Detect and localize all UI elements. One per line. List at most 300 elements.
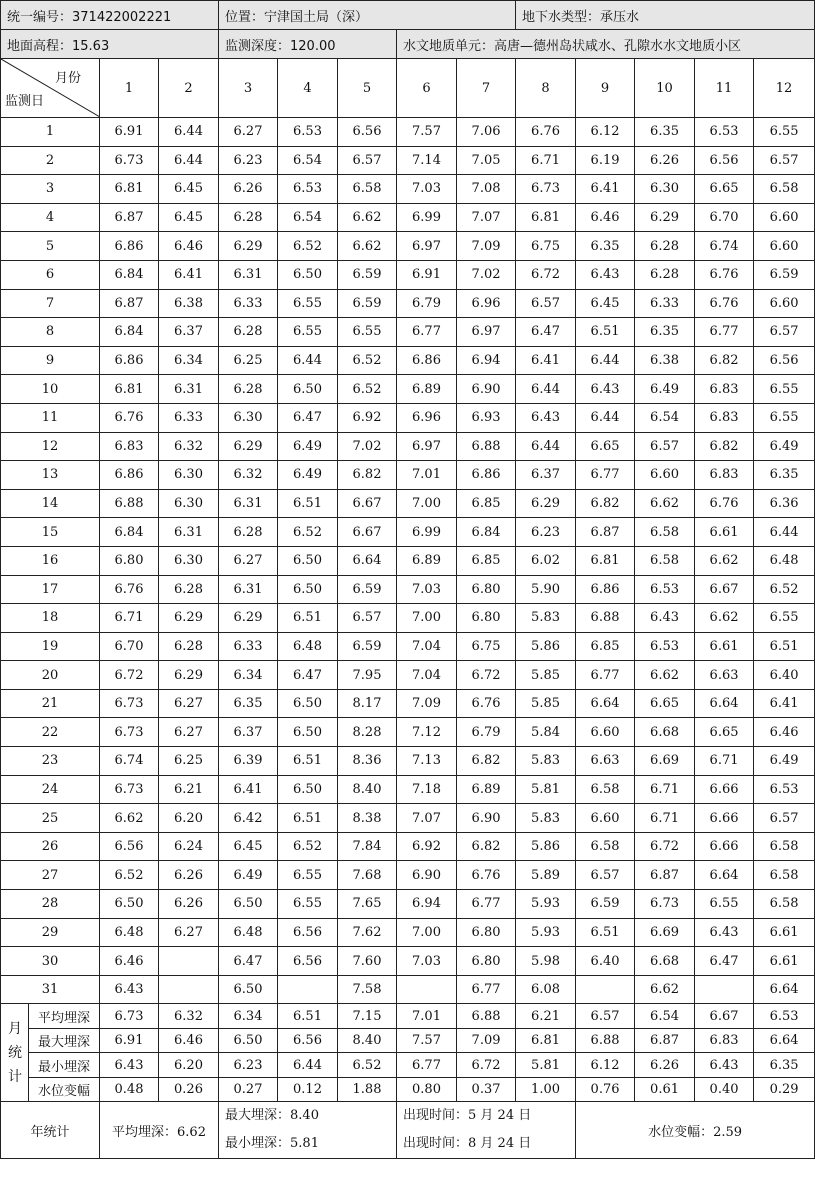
depth-cell: 6.81 <box>576 546 635 575</box>
depth-cell: 6.36 <box>754 489 815 518</box>
depth-cell: 7.13 <box>397 747 457 776</box>
depth-cell: 6.66 <box>695 832 754 861</box>
depth-cell: 6.47 <box>278 403 338 432</box>
depth-cell: 6.53 <box>278 175 338 204</box>
stat-cell: 6.88 <box>576 1028 635 1053</box>
depth-cell: 6.43 <box>635 604 695 633</box>
depth-cell: 6.82 <box>338 461 397 490</box>
depth-cell: 7.05 <box>457 146 516 175</box>
depth-cell: 6.35 <box>635 318 695 347</box>
depth-cell: 6.83 <box>695 461 754 490</box>
depth-cell: 6.24 <box>159 832 219 861</box>
depth-cell: 6.55 <box>754 118 815 147</box>
depth-cell: 7.95 <box>338 661 397 690</box>
depth-cell: 6.81 <box>100 375 159 404</box>
depth-cell: 6.68 <box>635 718 695 747</box>
stat-label: 平均埋深 <box>29 1004 100 1029</box>
depth-cell: 6.80 <box>100 546 159 575</box>
depth-cell: 6.75 <box>457 632 516 661</box>
annual-min: 最小埋深：5.81 <box>225 1136 319 1152</box>
depth-cell: 6.37 <box>516 461 576 490</box>
depth-cell: 7.06 <box>457 118 516 147</box>
day-label: 1 <box>1 118 100 147</box>
month-header: 8 <box>516 59 576 118</box>
depth-cell: 6.38 <box>635 346 695 375</box>
day-label: 20 <box>1 661 100 690</box>
depth-cell: 6.29 <box>219 232 278 261</box>
depth-cell: 6.25 <box>219 346 278 375</box>
stat-cell: 6.81 <box>516 1028 576 1053</box>
depth-cell <box>397 975 457 1004</box>
depth-cell: 6.56 <box>100 832 159 861</box>
depth-cell: 6.60 <box>576 718 635 747</box>
depth-cell <box>159 947 219 976</box>
depth-cell: 6.50 <box>278 575 338 604</box>
depth-cell: 6.29 <box>635 203 695 232</box>
depth-cell: 6.86 <box>100 346 159 375</box>
table-row <box>1 832 815 861</box>
depth-cell: 6.91 <box>100 118 159 147</box>
depth-cell: 6.96 <box>457 289 516 318</box>
table-row <box>1 947 815 976</box>
depth-cell: 5.83 <box>516 747 576 776</box>
depth-cell: 6.71 <box>635 804 695 833</box>
day-label: 30 <box>1 947 100 976</box>
stat-cell: 6.53 <box>754 1004 815 1029</box>
depth-cell: 6.61 <box>695 518 754 547</box>
depth-cell: 7.58 <box>338 975 397 1004</box>
depth-cell: 6.53 <box>278 118 338 147</box>
depth-cell: 6.58 <box>576 832 635 861</box>
table-row <box>1 575 815 604</box>
depth-cell: 6.77 <box>397 318 457 347</box>
depth-cell: 6.29 <box>219 432 278 461</box>
stat-label: 水位变幅 <box>29 1077 100 1102</box>
table-row <box>1 747 815 776</box>
depth-cell: 6.82 <box>457 747 516 776</box>
depth-cell: 7.57 <box>397 118 457 147</box>
depth-cell: 6.73 <box>100 718 159 747</box>
day-label: 24 <box>1 775 100 804</box>
depth-cell: 6.57 <box>754 804 815 833</box>
annual-max-min <box>219 1102 397 1159</box>
stat-row <box>1 1028 815 1053</box>
day-label: 29 <box>1 918 100 947</box>
depth-cell: 6.52 <box>100 861 159 890</box>
depth-cell: 6.88 <box>576 604 635 633</box>
depth-cell: 6.62 <box>635 489 695 518</box>
depth-cell: 6.87 <box>576 518 635 547</box>
stat-cell: 0.48 <box>100 1077 159 1102</box>
depth-cell: 6.97 <box>397 432 457 461</box>
depth-cell: 6.62 <box>635 661 695 690</box>
depth-cell: 6.50 <box>278 546 338 575</box>
depth-cell: 6.55 <box>278 289 338 318</box>
depth-cell: 7.00 <box>397 918 457 947</box>
depth-cell: 6.71 <box>695 747 754 776</box>
depth-cell: 6.51 <box>754 632 815 661</box>
annual-label: 年统计 <box>1 1102 100 1159</box>
depth-cell: 6.59 <box>338 575 397 604</box>
table-row <box>1 546 815 575</box>
depth-cell: 5.90 <box>516 575 576 604</box>
stat-cell: 6.72 <box>457 1053 516 1078</box>
depth-cell: 6.58 <box>754 175 815 204</box>
depth-cell: 6.86 <box>576 575 635 604</box>
depth-cell: 6.29 <box>159 661 219 690</box>
depth-cell: 7.09 <box>457 232 516 261</box>
corner-month-label: 月份 <box>54 71 81 86</box>
depth-cell: 5.93 <box>516 890 576 919</box>
depth-cell: 6.63 <box>576 747 635 776</box>
depth-cell: 6.27 <box>159 689 219 718</box>
depth-cell: 6.76 <box>695 260 754 289</box>
depth-cell: 6.62 <box>695 604 754 633</box>
stat-cell: 6.91 <box>100 1028 159 1053</box>
day-label: 21 <box>1 689 100 718</box>
depth-cell: 6.76 <box>695 289 754 318</box>
depth-cell: 6.52 <box>278 832 338 861</box>
depth-cell: 6.47 <box>278 661 338 690</box>
depth-cell: 6.41 <box>219 775 278 804</box>
depth-cell: 5.83 <box>516 604 576 633</box>
depth-cell: 6.97 <box>457 318 516 347</box>
table-row <box>1 146 815 175</box>
depth-cell: 6.86 <box>397 346 457 375</box>
depth-cell: 6.25 <box>159 747 219 776</box>
depth-cell: 6.50 <box>278 260 338 289</box>
depth-cell: 6.61 <box>754 947 815 976</box>
day-label: 19 <box>1 632 100 661</box>
day-label: 18 <box>1 604 100 633</box>
stat-row <box>1 1004 815 1029</box>
depth-cell: 5.93 <box>516 918 576 947</box>
depth-cell: 6.46 <box>754 718 815 747</box>
table-row <box>1 232 815 261</box>
depth-cell: 6.85 <box>457 546 516 575</box>
depth-cell: 6.28 <box>219 203 278 232</box>
depth-cell: 5.85 <box>516 689 576 718</box>
depth-cell: 6.73 <box>516 175 576 204</box>
depth-cell: 6.89 <box>457 775 516 804</box>
depth-cell: 6.34 <box>159 346 219 375</box>
depth-cell: 6.28 <box>219 518 278 547</box>
table-row <box>1 604 815 633</box>
stat-cell: 6.51 <box>278 1004 338 1029</box>
station-id: 统一编号：371422002221 <box>1 1 219 30</box>
depth-cell: 6.88 <box>457 432 516 461</box>
depth-cell: 5.98 <box>516 947 576 976</box>
depth-cell: 6.60 <box>754 203 815 232</box>
stat-cell: 0.80 <box>397 1077 457 1102</box>
depth-cell: 6.91 <box>397 260 457 289</box>
table-row <box>1 375 815 404</box>
depth-cell: 6.59 <box>338 632 397 661</box>
depth-cell <box>695 975 754 1004</box>
depth-cell: 6.30 <box>159 461 219 490</box>
stat-cell: 6.57 <box>576 1004 635 1029</box>
depth-cell: 6.74 <box>695 232 754 261</box>
depth-cell: 5.86 <box>516 632 576 661</box>
depth-cell: 6.53 <box>754 775 815 804</box>
depth-cell: 8.40 <box>338 775 397 804</box>
depth-cell: 6.67 <box>338 518 397 547</box>
depth-cell: 6.72 <box>516 260 576 289</box>
depth-cell: 7.03 <box>397 947 457 976</box>
stat-cell: 6.56 <box>278 1028 338 1053</box>
depth-cell: 6.44 <box>576 346 635 375</box>
depth-cell: 6.80 <box>457 604 516 633</box>
depth-cell: 6.86 <box>100 232 159 261</box>
depth-cell: 6.68 <box>635 947 695 976</box>
depth-cell: 6.58 <box>576 775 635 804</box>
depth-cell: 6.58 <box>754 832 815 861</box>
stat-cell: 6.21 <box>516 1004 576 1029</box>
depth-cell: 6.54 <box>278 146 338 175</box>
depth-cell: 6.49 <box>754 432 815 461</box>
stat-cell: 0.29 <box>754 1077 815 1102</box>
depth-cell: 6.52 <box>278 232 338 261</box>
depth-cell: 6.55 <box>754 604 815 633</box>
depth-cell: 5.85 <box>516 661 576 690</box>
month-header: 12 <box>754 59 815 118</box>
depth-cell: 6.86 <box>100 461 159 490</box>
day-label: 11 <box>1 403 100 432</box>
depth-cell: 8.28 <box>338 718 397 747</box>
depth-cell: 6.67 <box>338 489 397 518</box>
table-row <box>1 632 815 661</box>
depth-cell: 6.58 <box>754 861 815 890</box>
stat-cell: 7.15 <box>338 1004 397 1029</box>
depth-cell: 7.14 <box>397 146 457 175</box>
month-header: 7 <box>457 59 516 118</box>
day-label: 13 <box>1 461 100 490</box>
stat-cell: 7.01 <box>397 1004 457 1029</box>
depth-cell: 6.89 <box>397 546 457 575</box>
depth-cell: 6.59 <box>576 890 635 919</box>
depth-cell: 6.53 <box>695 118 754 147</box>
depth-cell: 6.02 <box>516 546 576 575</box>
month-header: 9 <box>576 59 635 118</box>
stat-cell: 1.88 <box>338 1077 397 1102</box>
depth-cell: 6.77 <box>457 890 516 919</box>
depth-cell: 6.27 <box>159 718 219 747</box>
table-row <box>1 804 815 833</box>
depth-cell: 6.87 <box>635 861 695 890</box>
depth-cell: 6.27 <box>219 118 278 147</box>
stat-cell: 6.67 <box>695 1004 754 1029</box>
depth-cell: 6.54 <box>635 403 695 432</box>
depth-cell: 7.02 <box>457 260 516 289</box>
depth-cell: 6.66 <box>695 775 754 804</box>
depth-cell: 6.48 <box>219 918 278 947</box>
month-header: 10 <box>635 59 695 118</box>
depth-cell: 7.12 <box>397 718 457 747</box>
depth-cell: 7.00 <box>397 604 457 633</box>
day-label: 2 <box>1 146 100 175</box>
annual-avg: 平均埋深：6.62 <box>100 1102 219 1159</box>
depth-cell: 7.08 <box>457 175 516 204</box>
depth-cell: 6.28 <box>635 232 695 261</box>
depth-cell: 6.56 <box>278 947 338 976</box>
depth-cell: 6.80 <box>457 575 516 604</box>
depth-cell: 7.65 <box>338 890 397 919</box>
depth-cell: 6.71 <box>516 146 576 175</box>
depth-cell: 6.73 <box>100 146 159 175</box>
depth-cell: 6.77 <box>695 318 754 347</box>
depth-cell: 6.60 <box>754 289 815 318</box>
stat-label: 最小埋深 <box>29 1053 100 1078</box>
depth-cell: 6.42 <box>219 804 278 833</box>
depth-cell: 6.32 <box>159 432 219 461</box>
depth-cell: 6.30 <box>635 175 695 204</box>
table-row <box>1 318 815 347</box>
table-row <box>1 775 815 804</box>
monthly-stats-label: 月统计 <box>1 1004 29 1102</box>
depth-cell: 6.96 <box>397 403 457 432</box>
depth-cell: 6.85 <box>576 632 635 661</box>
depth-cell: 6.82 <box>695 432 754 461</box>
depth-cell: 6.49 <box>754 747 815 776</box>
depth-cell: 6.52 <box>338 375 397 404</box>
depth-cell: 6.83 <box>695 375 754 404</box>
corner-header <box>1 59 100 118</box>
depth-cell: 6.53 <box>635 632 695 661</box>
depth-cell: 6.28 <box>635 260 695 289</box>
depth-cell: 6.62 <box>635 975 695 1004</box>
monitor-depth: 监测深度：120.00 <box>219 30 397 59</box>
depth-cell: 6.55 <box>278 861 338 890</box>
depth-cell: 6.47 <box>516 318 576 347</box>
depth-cell: 6.80 <box>457 947 516 976</box>
depth-cell: 7.03 <box>397 575 457 604</box>
depth-cell: 6.90 <box>397 861 457 890</box>
table-row <box>1 203 815 232</box>
table-row <box>1 432 815 461</box>
day-label: 3 <box>1 175 100 204</box>
day-label: 4 <box>1 203 100 232</box>
depth-cell: 6.61 <box>754 918 815 947</box>
depth-cell: 6.31 <box>159 375 219 404</box>
depth-cell: 7.84 <box>338 832 397 861</box>
stat-cell: 6.87 <box>635 1028 695 1053</box>
depth-cell: 7.07 <box>397 804 457 833</box>
depth-cell: 6.57 <box>516 289 576 318</box>
depth-cell: 6.89 <box>397 375 457 404</box>
depth-cell: 6.73 <box>635 890 695 919</box>
stat-cell: 6.83 <box>695 1028 754 1053</box>
depth-cell: 6.51 <box>278 804 338 833</box>
depth-cell: 6.59 <box>754 260 815 289</box>
depth-cell: 6.99 <box>397 203 457 232</box>
depth-cell <box>576 975 635 1004</box>
depth-cell: 6.26 <box>635 146 695 175</box>
stat-cell: 6.12 <box>576 1053 635 1078</box>
depth-cell: 6.23 <box>219 146 278 175</box>
depth-cell: 6.99 <box>397 518 457 547</box>
depth-cell: 6.49 <box>278 461 338 490</box>
depth-cell: 6.60 <box>576 804 635 833</box>
day-label: 14 <box>1 489 100 518</box>
annual-min-time: 出现时间：8 月 24 日 <box>403 1136 532 1152</box>
annual-max: 最大埋深：8.40 <box>225 1108 319 1124</box>
depth-cell: 6.76 <box>516 118 576 147</box>
month-header: 11 <box>695 59 754 118</box>
stat-cell: 6.32 <box>159 1004 219 1029</box>
depth-cell: 6.79 <box>397 289 457 318</box>
day-label: 15 <box>1 518 100 547</box>
depth-cell: 7.18 <box>397 775 457 804</box>
depth-cell: 6.84 <box>100 518 159 547</box>
depth-cell: 7.04 <box>397 661 457 690</box>
stat-cell: 6.44 <box>278 1053 338 1078</box>
depth-cell: 6.57 <box>635 432 695 461</box>
stat-cell: 0.37 <box>457 1077 516 1102</box>
depth-cell: 6.54 <box>278 203 338 232</box>
depth-cell: 6.55 <box>754 375 815 404</box>
stat-cell: 0.27 <box>219 1077 278 1102</box>
depth-cell: 6.48 <box>278 632 338 661</box>
stat-cell: 6.88 <box>457 1004 516 1029</box>
depth-cell: 6.56 <box>278 918 338 947</box>
depth-cell: 6.50 <box>278 718 338 747</box>
day-label: 7 <box>1 289 100 318</box>
depth-cell: 6.73 <box>100 775 159 804</box>
depth-cell: 6.50 <box>278 375 338 404</box>
depth-cell: 6.57 <box>754 146 815 175</box>
depth-cell: 6.83 <box>695 403 754 432</box>
depth-cell: 5.81 <box>516 775 576 804</box>
stat-label: 最大埋深 <box>29 1028 100 1053</box>
annual-range: 水位变幅：2.59 <box>576 1102 815 1159</box>
depth-cell: 6.51 <box>278 489 338 518</box>
depth-cell: 6.81 <box>100 175 159 204</box>
depth-cell: 6.56 <box>754 346 815 375</box>
depth-cell: 6.39 <box>219 747 278 776</box>
depth-cell: 6.26 <box>159 861 219 890</box>
stat-cell: 0.26 <box>159 1077 219 1102</box>
depth-cell: 6.32 <box>219 461 278 490</box>
depth-cell: 6.62 <box>338 232 397 261</box>
depth-cell: 6.97 <box>397 232 457 261</box>
depth-cell: 6.76 <box>457 861 516 890</box>
depth-cell <box>159 975 219 1004</box>
depth-cell: 6.60 <box>754 232 815 261</box>
depth-cell: 6.69 <box>635 918 695 947</box>
stat-cell: 6.35 <box>754 1053 815 1078</box>
depth-cell: 6.64 <box>338 546 397 575</box>
depth-cell: 6.44 <box>754 518 815 547</box>
depth-cell: 6.28 <box>159 575 219 604</box>
month-header: 5 <box>338 59 397 118</box>
depth-cell: 6.67 <box>695 575 754 604</box>
table-row <box>1 890 815 919</box>
depth-cell: 6.45 <box>159 175 219 204</box>
day-label: 8 <box>1 318 100 347</box>
depth-cell: 6.23 <box>516 518 576 547</box>
depth-cell: 6.88 <box>100 489 159 518</box>
depth-cell: 6.46 <box>576 203 635 232</box>
depth-cell: 6.33 <box>159 403 219 432</box>
depth-cell: 6.87 <box>100 289 159 318</box>
depth-cell: 7.68 <box>338 861 397 890</box>
depth-cell: 6.27 <box>159 918 219 947</box>
depth-cell: 6.34 <box>219 661 278 690</box>
depth-cell: 6.72 <box>635 832 695 861</box>
depth-cell: 6.44 <box>159 146 219 175</box>
table-row <box>1 346 815 375</box>
stat-cell: 7.57 <box>397 1028 457 1053</box>
